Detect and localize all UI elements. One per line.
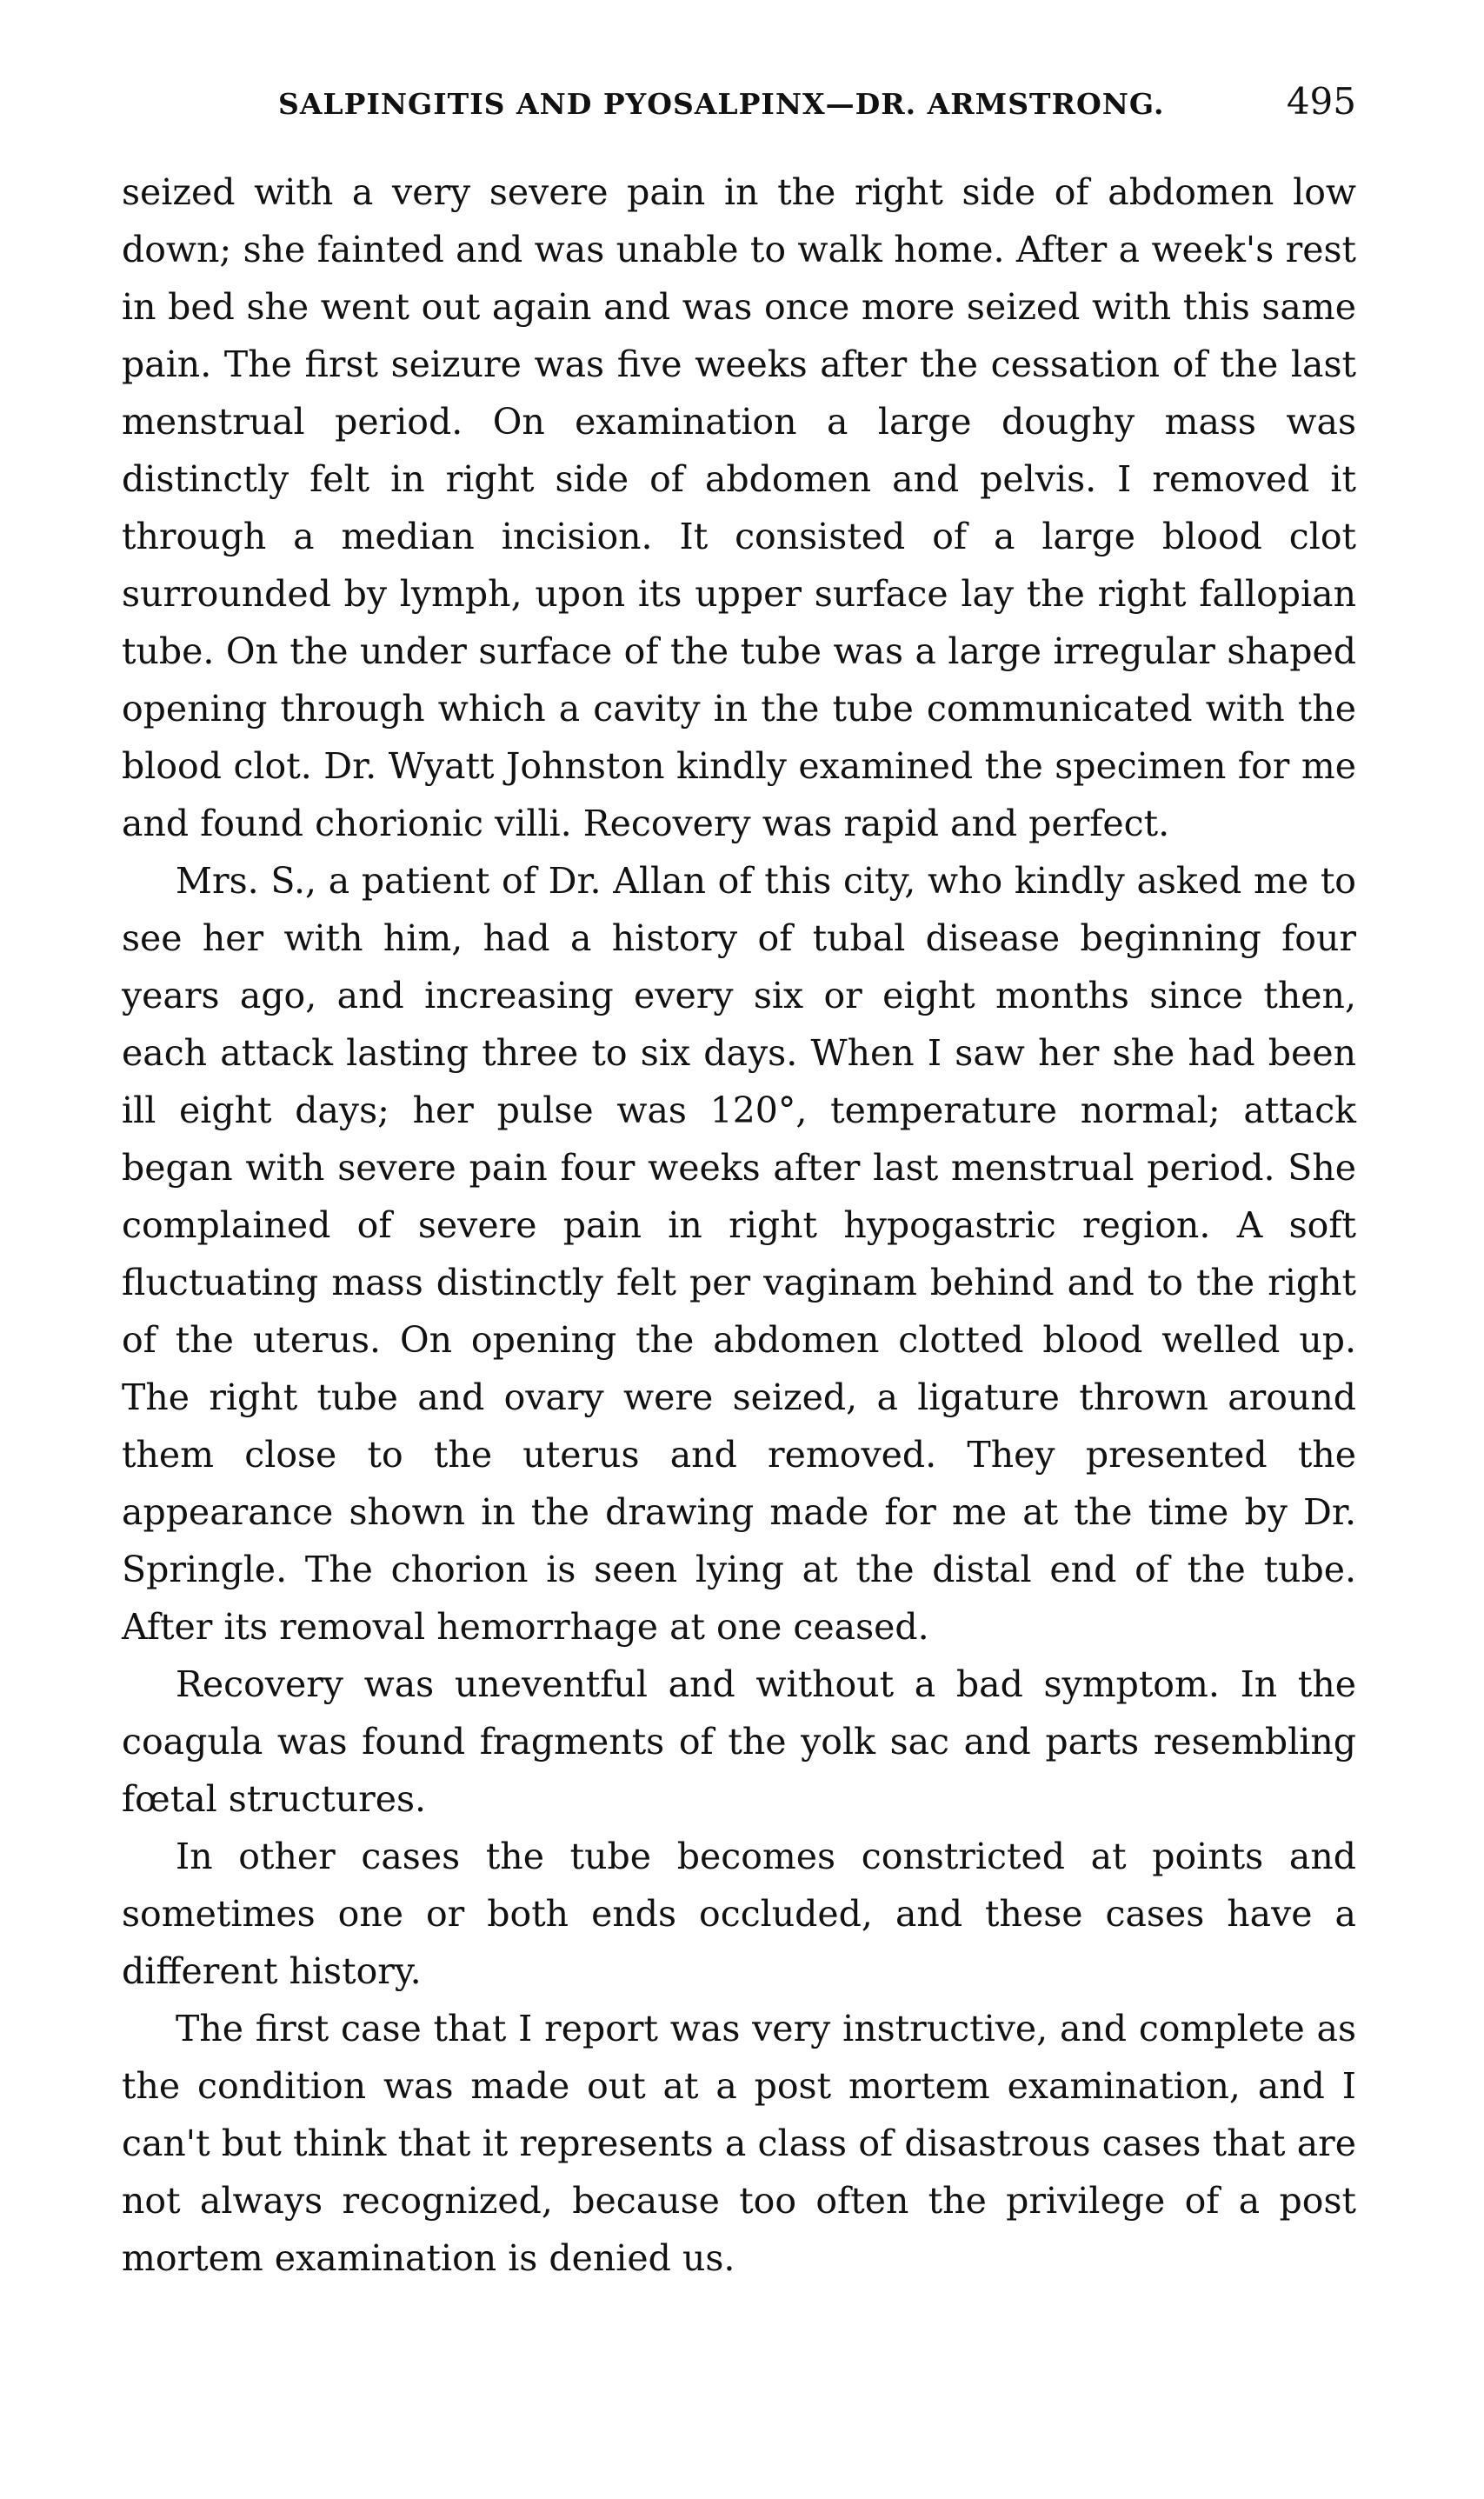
running-header [122,80,1356,132]
paragraph-other-cases: In other cases the tube becomes constricted at points and sometimes one or both ends occluded, and these cases have a different history. [122,1836,1356,1992]
running-title: SALPINGITIS AND PYOSALPINX—DR. ARMSTRONG. [278,87,1165,121]
paragraph-mrs-s-case: Mrs. S., a patient of Dr. Allan of this city, who kindly asked me to see her with him, had a history of tubal disease beginning four years ago, and increasing every six or eight months since then, each attack lasting three to six days. When I saw her she had been ill eight days; her pulse was 120°, temperature normal; attack began with severe pain four weeks after last menstrual period. She complained of severe pain in right hypogastric region. A soft fluctuating mass distinctly felt per vaginam behind and to the right of the uterus. On opening the abdomen clotted blood welled up. The right tube and ovary were seized, a ligature thrown around them close to the uterus and removed. They presented the appearance shown in the drawing made for me at the time by Dr. Springle. The chorion is seen lying at the distal end of the tube. After its removal hemorrhage at one ceased. [122,860,1356,1648]
paragraph-first-case: The first case that I report was very instructive, and complete as the condition was made out at a post mortem examination, and I can't but think that it represents a class of disastrous cases that are not always recognized, because too often the privilege of a post mortem examination is denied us. [122,2008,1356,2279]
page-number: 495 [1286,80,1356,123]
book-page [122,80,1356,2287]
paragraph-case-continuation: seized with a very severe pain in the right side of abdomen low down; she fainted and was unable to walk home. After a week's rest in bed she went out again and was once more seized with this same pain. The first seizure was five weeks after the cessation of the last menstrual period. On examination a large doughy mass was distinctly felt in right side of abdomen and pelvis. I removed it through a median incision. It consisted of a large blood clot surrounded by lymph, upon its upper surface lay the right fallopian tube. On the under surface of the tube was a large irregular shaped opening through which a cavity in the tube communicated with the blood clot. Dr. Wyatt Johnston kindly examined the specimen for me and found chorionic villi. Recovery was rapid and perfect. [122,171,1356,844]
paragraph-recovery: Recovery was uneventful and without a bad symptom. In the coagula was found fragments of the yolk sac and parts resembling fœtal structures. [122,1663,1356,1820]
